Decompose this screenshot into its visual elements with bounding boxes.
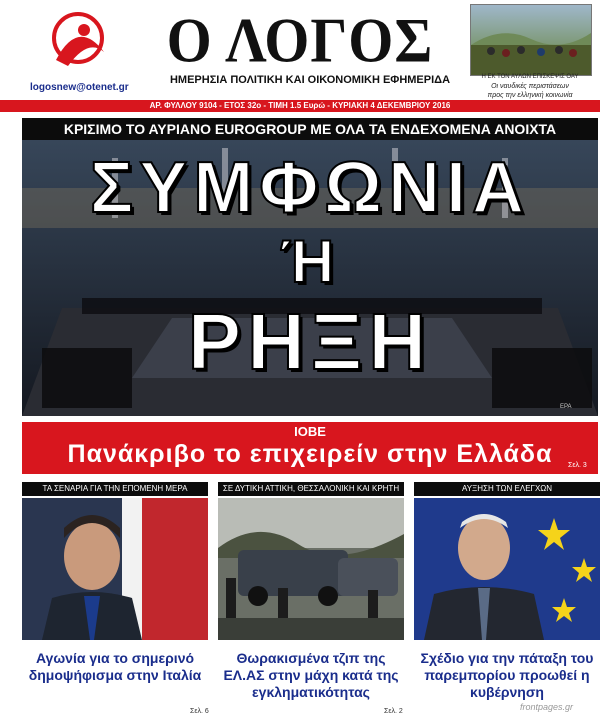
lead-kicker: ΚΡΙΣΙΜΟ ΤΟ ΑΥΡΙΑΝΟ EUROGROUP ΜΕ ΟΛΑ ΤΑ ΕΝΔΕΧΟΜΕΝΑ ΑΝΟΙΧΤΑ: [22, 118, 598, 140]
column-2-headline[interactable]: Θωρακισμένα τζιπ της ΕΛ.ΑΣ στην μάχη κατά της εγκληματικότητας: [223, 650, 399, 700]
column-1-label: ΤΑ ΣΕΝΑΡΙΑ ΓΙΑ ΤΗΝ ΕΠΟΜΕΝΗ ΜΕΡΑ: [22, 482, 208, 496]
newspaper-subtitle: ΗΜΕΡΗΣΙΑ ΠΟΛΙΤΙΚΗ ΚΑΙ ΟΙΚΟΝΟΜΙΚΗ ΕΦΗΜΕΡΙΔΑ: [169, 74, 451, 86]
issue-info-bar: ΑΡ. ΦΥΛΛΟΥ 9104 - ΕΤΟΣ 32ο - ΤΙΜΗ 1.5 Ευρώ - ΚΥΡΙΑΚΗ 4 ΔΕΚΕΜΒΡΙΟΥ 2016: [0, 100, 600, 112]
column-1-headline[interactable]: Αγωνία για το σημερινό δημοψήφισμα στην Ιταλία: [28, 650, 202, 683]
column-2-page-ref: Σελ. 2: [384, 708, 403, 715]
corner-caption-small: Η ΕΚ ΤΟΝ ΑΥΛΩΝ ΕΠΙΣΚΕΨΙΣ ΟΑΥ: [481, 74, 579, 80]
column-1-photo: [22, 498, 208, 640]
logo: [38, 8, 124, 78]
watermark: frontpages.gr: [520, 702, 574, 712]
corner-caption-line1: Οι ναυδικές περιστάσεων: [491, 83, 569, 90]
lead-headline-line2: Ή: [279, 228, 341, 295]
banner-kicker: ΙΟΒΕ: [294, 424, 326, 439]
corner-caption-line2: προς την ελληνική κοινωνία: [487, 92, 573, 99]
contact-email: logosnew@otenet.gr: [30, 82, 129, 93]
column-3-label: ΑΥΞΗΣΗ ΤΩΝ ΕΛΕΓΧΩΝ: [414, 482, 600, 496]
newspaper-title: Ο ΛΟΓΟΣ: [166, 4, 434, 76]
banner-page-ref: Σελ. 3: [568, 462, 587, 469]
column-3-headline[interactable]: Σχέδιο για την πάταξη του παρεμπορίου προωθεί η κυβέρνηση: [420, 650, 594, 700]
banner-headline[interactable]: Πανάκριβο το επιχειρείν στην Ελλάδα: [67, 440, 553, 468]
column-2-photo: [218, 498, 404, 640]
lead-headline-line3: ΡΗΞΗ: [187, 297, 433, 386]
photo-credit: EPA: [560, 404, 572, 410]
lead-headline-line1: ΣΥΜΦΩΝΙΑ: [89, 148, 531, 228]
corner-feature-image: [470, 4, 592, 76]
column-2-label: ΣΕ ΔΥΤΙΚΗ ΑΤΤΙΚΗ, ΘΕΣΣΑΛΟΝΙΚΗ ΚΑΙ ΚΡΗΤΗ: [218, 482, 404, 496]
column-3-photo: [414, 498, 600, 640]
column-1-page-ref: Σελ. 6: [190, 708, 209, 715]
